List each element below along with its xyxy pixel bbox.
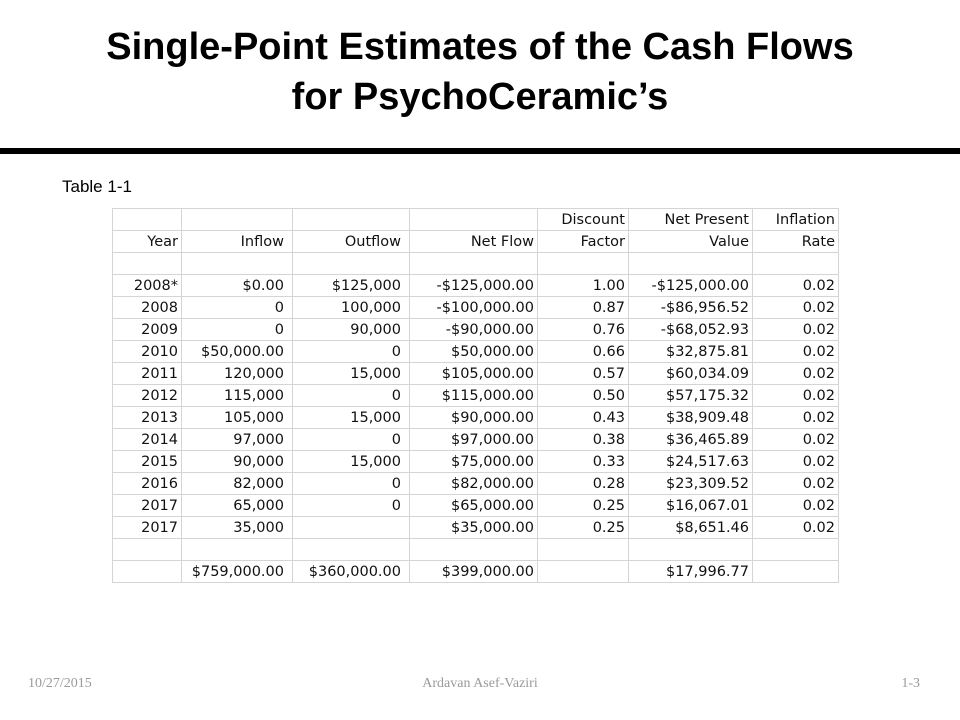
cell-inflow: 0 — [182, 297, 293, 319]
cell-discount-factor: 0.66 — [538, 341, 629, 363]
cell-net-present-value: $17,996.77 — [629, 561, 753, 583]
cell-outflow: 0 — [293, 473, 410, 495]
table-row — [113, 385, 839, 407]
cell-net-flow: -$90,000.00 — [410, 319, 538, 341]
cell-net-present-value: -$125,000.00 — [629, 275, 753, 297]
cell-inflation-rate: 0.02 — [753, 297, 839, 319]
cell-net-flow: Net Flow — [410, 231, 538, 253]
cell-net-present-value: $57,175.32 — [629, 385, 753, 407]
cell-outflow: 0 — [293, 429, 410, 451]
cell-net-flow: $75,000.00 — [410, 451, 538, 473]
cell-discount-factor: 0.33 — [538, 451, 629, 473]
cell-year: 2010 — [113, 341, 182, 363]
table-row — [113, 451, 839, 473]
cell-inflow: 105,000 — [182, 407, 293, 429]
cell-year: 2016 — [113, 473, 182, 495]
cell-net-flow: $35,000.00 — [410, 517, 538, 539]
cell-inflow: 35,000 — [182, 517, 293, 539]
cell-net-present-value: $60,034.09 — [629, 363, 753, 385]
cell-net-flow — [410, 253, 538, 275]
footer-date: 10/27/2015 — [28, 676, 92, 691]
cell-outflow: 100,000 — [293, 297, 410, 319]
table-row — [113, 341, 839, 363]
cell-discount-factor: Discount — [538, 209, 629, 231]
cell-inflation-rate: 0.02 — [753, 341, 839, 363]
cell-net-flow: $50,000.00 — [410, 341, 538, 363]
cell-year — [113, 253, 182, 275]
cell-discount-factor: 0.28 — [538, 473, 629, 495]
cell-net-flow — [410, 539, 538, 561]
cell-net-flow: $115,000.00 — [410, 385, 538, 407]
cell-discount-factor: 0.25 — [538, 517, 629, 539]
cell-inflow: $759,000.00 — [182, 561, 293, 583]
cell-discount-factor — [538, 539, 629, 561]
cell-net-present-value: $32,875.81 — [629, 341, 753, 363]
cell-outflow: 15,000 — [293, 363, 410, 385]
cell-discount-factor: 0.57 — [538, 363, 629, 385]
cell-inflow: 0 — [182, 319, 293, 341]
footer-author: Ardavan Asef-Vaziri — [422, 676, 538, 691]
cell-net-present-value: $24,517.63 — [629, 451, 753, 473]
cell-discount-factor: Factor — [538, 231, 629, 253]
cell-inflation-rate — [753, 253, 839, 275]
cell-inflation-rate: 0.02 — [753, 275, 839, 297]
cell-year: Year — [113, 231, 182, 253]
cell-inflation-rate: 0.02 — [753, 473, 839, 495]
table-row — [113, 253, 839, 275]
cell-net-flow: -$125,000.00 — [410, 275, 538, 297]
cell-discount-factor: 1.00 — [538, 275, 629, 297]
cell-net-flow: $90,000.00 — [410, 407, 538, 429]
cell-net-flow — [410, 209, 538, 231]
header-row — [113, 209, 839, 231]
cell-inflation-rate: 0.02 — [753, 363, 839, 385]
cell-outflow: 90,000 — [293, 319, 410, 341]
cell-inflation-rate — [753, 561, 839, 583]
cell-inflation-rate: 0.02 — [753, 429, 839, 451]
cell-inflow: $0.00 — [182, 275, 293, 297]
cell-net-present-value: $23,309.52 — [629, 473, 753, 495]
cell-net-present-value: $16,067.01 — [629, 495, 753, 517]
cell-year: 2015 — [113, 451, 182, 473]
cash-flow-table — [112, 208, 839, 583]
cell-discount-factor: 0.76 — [538, 319, 629, 341]
cell-inflow: 115,000 — [182, 385, 293, 407]
cell-outflow: 0 — [293, 495, 410, 517]
cell-net-present-value: -$68,052.93 — [629, 319, 753, 341]
cell-year: 2017 — [113, 517, 182, 539]
cell-discount-factor — [538, 561, 629, 583]
cell-outflow — [293, 253, 410, 275]
cell-inflow: 82,000 — [182, 473, 293, 495]
cell-inflation-rate: Inflation — [753, 209, 839, 231]
cell-inflow — [182, 253, 293, 275]
cell-discount-factor: 0.87 — [538, 297, 629, 319]
cell-net-flow: -$100,000.00 — [410, 297, 538, 319]
cell-inflation-rate: 0.02 — [753, 495, 839, 517]
cell-outflow: $125,000 — [293, 275, 410, 297]
cell-inflow — [182, 539, 293, 561]
cell-year: 2013 — [113, 407, 182, 429]
title-divider — [0, 148, 960, 154]
cell-discount-factor: 0.43 — [538, 407, 629, 429]
cell-net-present-value: $36,465.89 — [629, 429, 753, 451]
cell-inflow: 65,000 — [182, 495, 293, 517]
table-label: Table 1-1 — [62, 177, 132, 196]
cell-discount-factor: 0.50 — [538, 385, 629, 407]
cell-inflation-rate: 0.02 — [753, 517, 839, 539]
slide-title-line-2: for PsychoCeramic’s — [291, 76, 669, 118]
slide-title-line-1: Single-Point Estimates of the Cash Flows — [106, 26, 854, 68]
cell-outflow: 0 — [293, 385, 410, 407]
cell-inflation-rate: 0.02 — [753, 319, 839, 341]
cell-year: 2008 — [113, 297, 182, 319]
cell-net-flow: $82,000.00 — [410, 473, 538, 495]
cell-year: 2009 — [113, 319, 182, 341]
cell-inflow — [182, 209, 293, 231]
cell-outflow: 15,000 — [293, 451, 410, 473]
cell-inflation-rate — [753, 539, 839, 561]
cell-year: 2012 — [113, 385, 182, 407]
table-row — [113, 539, 839, 561]
table-row — [113, 473, 839, 495]
table-row — [113, 319, 839, 341]
cell-inflation-rate: 0.02 — [753, 451, 839, 473]
cell-inflow: 97,000 — [182, 429, 293, 451]
cell-outflow — [293, 517, 410, 539]
cell-outflow: Outflow — [293, 231, 410, 253]
cell-year: 2008* — [113, 275, 182, 297]
table-row — [113, 275, 839, 297]
cell-discount-factor: 0.38 — [538, 429, 629, 451]
cell-outflow — [293, 539, 410, 561]
table-row — [113, 561, 839, 583]
cell-year: 2017 — [113, 495, 182, 517]
cell-year — [113, 209, 182, 231]
cell-net-present-value — [629, 539, 753, 561]
cell-net-flow: $65,000.00 — [410, 495, 538, 517]
cell-net-present-value: $8,651.46 — [629, 517, 753, 539]
cell-net-present-value: Net Present — [629, 209, 753, 231]
cell-net-present-value: Value — [629, 231, 753, 253]
table-row — [113, 407, 839, 429]
table-row — [113, 517, 839, 539]
slide-title — [0, 22, 960, 122]
footer-page-number: 1-3 — [901, 676, 920, 691]
cell-outflow: 0 — [293, 341, 410, 363]
table-row — [113, 495, 839, 517]
cell-outflow: 15,000 — [293, 407, 410, 429]
cell-net-flow: $399,000.00 — [410, 561, 538, 583]
header-row — [113, 231, 839, 253]
cell-net-flow: $97,000.00 — [410, 429, 538, 451]
cell-net-present-value — [629, 253, 753, 275]
cell-inflow: 120,000 — [182, 363, 293, 385]
cell-inflation-rate: Rate — [753, 231, 839, 253]
cell-net-present-value: -$86,956.52 — [629, 297, 753, 319]
cell-outflow — [293, 209, 410, 231]
table-row — [113, 297, 839, 319]
cell-net-present-value: $38,909.48 — [629, 407, 753, 429]
cell-discount-factor — [538, 253, 629, 275]
cell-outflow: $360,000.00 — [293, 561, 410, 583]
cell-year — [113, 561, 182, 583]
table-row — [113, 429, 839, 451]
cell-year — [113, 539, 182, 561]
cell-inflation-rate: 0.02 — [753, 407, 839, 429]
cell-inflow: $50,000.00 — [182, 341, 293, 363]
cell-inflow: Inflow — [182, 231, 293, 253]
cell-year: 2011 — [113, 363, 182, 385]
cell-year: 2014 — [113, 429, 182, 451]
cell-inflation-rate: 0.02 — [753, 385, 839, 407]
cell-net-flow: $105,000.00 — [410, 363, 538, 385]
table-row — [113, 363, 839, 385]
cell-discount-factor: 0.25 — [538, 495, 629, 517]
cell-inflow: 90,000 — [182, 451, 293, 473]
